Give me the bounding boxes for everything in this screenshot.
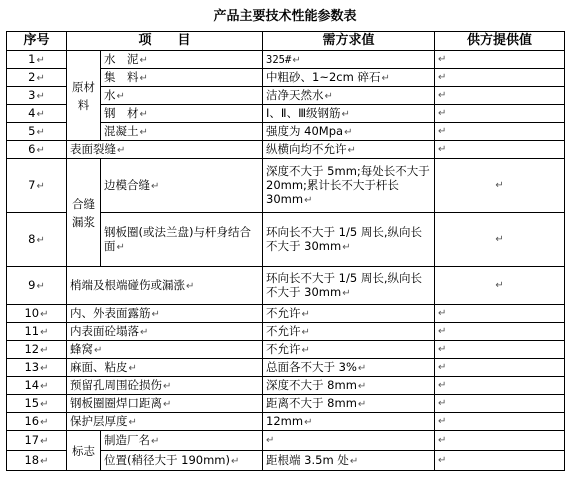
row-item: 保护层厚度↵ bbox=[67, 413, 263, 431]
row-seq: 4↵ bbox=[7, 105, 67, 123]
table-row bbox=[7, 141, 565, 159]
row-seq: 15↵ bbox=[7, 395, 67, 413]
row-req: 距根端 3.5m 处↵ bbox=[263, 451, 435, 471]
table-row bbox=[7, 305, 565, 323]
row-seq: 17↵ bbox=[7, 431, 67, 451]
row-req: 距离不大于 8mm↵ bbox=[263, 395, 435, 413]
row-seq: 3↵ bbox=[7, 87, 67, 105]
table-row bbox=[7, 431, 565, 451]
row-seq: 9↵ bbox=[7, 267, 67, 305]
row-supply: ↵ bbox=[435, 105, 565, 123]
row-supply: ↵ bbox=[435, 341, 565, 359]
table-row bbox=[7, 159, 565, 213]
row-req: 洁净天然水↵ bbox=[263, 87, 435, 105]
row-item: 制造厂名↵ bbox=[101, 431, 263, 451]
group-seam-leak: 合缝漏浆 bbox=[67, 159, 101, 267]
group-marking: 标志 bbox=[67, 431, 101, 471]
table-row bbox=[7, 267, 565, 305]
group-raw-materials: 原材料 bbox=[67, 51, 101, 141]
table-row bbox=[7, 377, 565, 395]
row-supply: ↵ bbox=[435, 69, 565, 87]
row-req: 中粗砂、1~2cm 碎石↵ bbox=[263, 69, 435, 87]
row-supply: ↵ bbox=[435, 267, 565, 305]
row-req: ↵ bbox=[263, 431, 435, 451]
row-item: 钢 材↵ bbox=[101, 105, 263, 123]
row-seq: 16↵ bbox=[7, 413, 67, 431]
row-item: 混凝土↵ bbox=[101, 123, 263, 141]
row-req: 深度不大于 8mm↵ bbox=[263, 377, 435, 395]
row-item: 表面裂缝↵ bbox=[67, 141, 263, 159]
spec-table bbox=[6, 31, 565, 471]
row-supply: ↵ bbox=[435, 141, 565, 159]
row-item: 钢板圈(或法兰盘)与杆身结合面↵ bbox=[101, 213, 263, 267]
row-seq: 12↵ bbox=[7, 341, 67, 359]
row-req: 深度不大于 5mm;每处长不大于 20mm;累计长不大于杆长 30mm↵ bbox=[263, 159, 435, 213]
row-req: 环向长不大于 1/5 周长,纵向长不大于 30mm↵ bbox=[263, 213, 435, 267]
row-seq: 18↵ bbox=[7, 451, 67, 471]
row-supply: ↵ bbox=[435, 51, 565, 69]
table-row bbox=[7, 359, 565, 377]
row-item: 麻面、粘皮↵ bbox=[67, 359, 263, 377]
row-item: 集 料↵ bbox=[101, 69, 263, 87]
row-req: Ⅰ、Ⅱ、Ⅲ级钢筋↵ bbox=[263, 105, 435, 123]
row-item: 水↵ bbox=[101, 87, 263, 105]
row-supply: ↵ bbox=[435, 431, 565, 451]
table-row bbox=[7, 341, 565, 359]
row-seq: 2↵ bbox=[7, 69, 67, 87]
row-seq: 10↵ bbox=[7, 305, 67, 323]
table-row bbox=[7, 395, 565, 413]
row-item: 内表面砼塌落↵ bbox=[67, 323, 263, 341]
row-item: 预留孔周围砼损伤↵ bbox=[67, 377, 263, 395]
row-item: 水 泥↵ bbox=[101, 51, 263, 69]
row-req: 总面各不大于 3%↵ bbox=[263, 359, 435, 377]
row-req: 纵横向均不允许↵ bbox=[263, 141, 435, 159]
row-req: 不允许↵ bbox=[263, 305, 435, 323]
row-supply: ↵ bbox=[435, 213, 565, 267]
table-row bbox=[7, 323, 565, 341]
row-seq: 11↵ bbox=[7, 323, 67, 341]
row-seq: 6↵ bbox=[7, 141, 67, 159]
row-req: 12mm↵ bbox=[263, 413, 435, 431]
header-row bbox=[7, 32, 565, 51]
row-seq: 8↵ bbox=[7, 213, 67, 267]
row-supply: ↵ bbox=[435, 395, 565, 413]
row-supply: ↵ bbox=[435, 451, 565, 471]
row-item: 蜂窝↵ bbox=[67, 341, 263, 359]
row-supply: ↵ bbox=[435, 377, 565, 395]
row-supply: ↵ bbox=[435, 359, 565, 377]
row-req: 不允许↵ bbox=[263, 341, 435, 359]
row-supply: ↵ bbox=[435, 413, 565, 431]
row-item: 内、外表面露筋↵ bbox=[67, 305, 263, 323]
row-supply: ↵ bbox=[435, 305, 565, 323]
row-seq: 14↵ bbox=[7, 377, 67, 395]
row-req: 环向长不大于 1/5 周长,纵向长不大于 30mm↵ bbox=[263, 267, 435, 305]
row-seq: 5↵ bbox=[7, 123, 67, 141]
row-supply: ↵ bbox=[435, 159, 565, 213]
row-req: 强度为 40Mpa↵ bbox=[263, 123, 435, 141]
row-seq: 7↵ bbox=[7, 159, 67, 213]
page-title: 产品主要技术性能参数表 bbox=[213, 9, 357, 24]
row-req: 325#↵ bbox=[263, 51, 435, 69]
header-seq: 序号 bbox=[7, 32, 67, 51]
table-row bbox=[7, 413, 565, 431]
row-item: 位置(稍径大于 190mm)↵ bbox=[101, 451, 263, 471]
row-supply: ↵ bbox=[435, 87, 565, 105]
table-row bbox=[7, 51, 565, 69]
header-item: 项 目 bbox=[67, 32, 263, 51]
row-seq: 1↵ bbox=[7, 51, 67, 69]
row-req: 不允许↵ bbox=[263, 323, 435, 341]
header-supply: 供方提供值 bbox=[435, 32, 565, 51]
row-item: 边模合缝↵ bbox=[101, 159, 263, 213]
row-supply: ↵ bbox=[435, 323, 565, 341]
row-seq: 13↵ bbox=[7, 359, 67, 377]
row-item: 钢板圈圈焊口距离↵ bbox=[67, 395, 263, 413]
header-req: 需方求值 bbox=[263, 32, 435, 51]
row-supply: ↵ bbox=[435, 123, 565, 141]
row-item: 梢端及根端碰伤或漏涨↵ bbox=[67, 267, 263, 305]
